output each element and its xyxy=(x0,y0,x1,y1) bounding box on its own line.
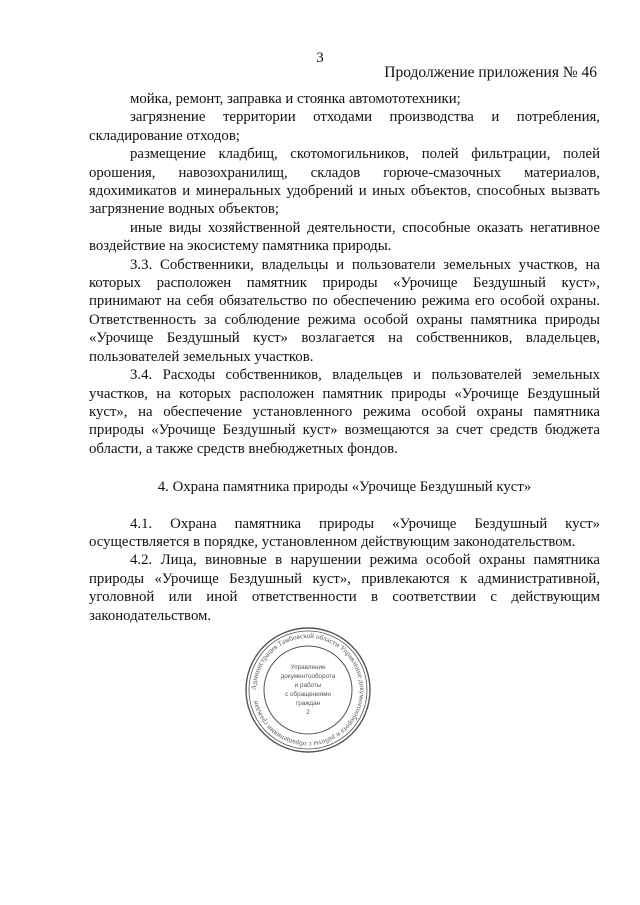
stamp-line: Управление xyxy=(290,664,326,671)
stamp-line: и работы xyxy=(294,682,322,689)
paragraph-other-activities: иные виды хозяйственной деятельности, способные оказать негативное воздействие на экосистему памятника природы. xyxy=(89,219,600,255)
document-body xyxy=(89,90,600,625)
paragraph-car-service: мойка, ремонт, заправка и стоянка автомототехники; xyxy=(130,91,461,107)
svg-text:Администрация Тамбовской облас xyxy=(250,632,366,748)
paragraph-4-1: 4.1. Охрана памятника природы «Урочище Бездушный куст» осуществляется в порядке, установленном действующим законодательством. xyxy=(89,515,600,550)
paragraph-waste: загрязнение территории отходами производства и потребления, складирование отходов; xyxy=(89,109,600,144)
stamp-ring-text: Администрация Тамбовской области Управление документооборота и работы с обращениями граждан xyxy=(249,631,367,749)
stamp-seal-icon xyxy=(243,625,373,755)
official-stamp xyxy=(243,625,373,755)
paragraph-4-2: 4.2. Лица, виновные в нарушении режима особой охраны памятника природы «Урочище Бездушный куст», привлекаются к административной, уголовной или иной ответственности в соответствии с действующим законодательством. xyxy=(89,552,600,624)
stamp-line: с обращениями xyxy=(285,691,331,698)
appendix-continuation: Продолжение приложения № 46 xyxy=(384,64,597,81)
page-number: 3 xyxy=(316,50,324,66)
paragraph-cemeteries: размещение кладбищ, скотомогильников, полей фильтрации, полей орошения, навозохранилищ, складов горюче-смазочных материалов, ядохимикатов и минеральных удобрений и иных объектов, способных вызвать загрязнение водных объектов; xyxy=(89,146,600,218)
paragraph-3-4: 3.4. Расходы собственников, владельцев и пользователей земельных участков, на которых расположен памятник природы «Урочище Бездушный куст», на обеспечение установленного режима особой охраны памятника природы «Урочище Бездушный куст» возмещаются за счет средств бюджета области, а также средств внебюджетных фондов. xyxy=(89,367,600,457)
stamp-line: 2 xyxy=(306,709,310,716)
section-heading: 4. Охрана памятника природы «Урочище Бездушный куст» xyxy=(157,479,532,496)
paragraph-3-3: 3.3. Собственники, владельцы и пользователи земельных участков, на которых расположен памятник природы «Урочище Бездушный куст», принимают на себя обязательство по обеспечению режима его особой охраны. Ответственность за соблюдение режима особой охраны памятника природы «Урочище Бездушный куст» возлагается на собственников, владельцев, пользователей земельных участков. xyxy=(89,256,600,365)
stamp-line: документооборота xyxy=(280,673,336,680)
stamp-line: граждан xyxy=(295,700,321,707)
